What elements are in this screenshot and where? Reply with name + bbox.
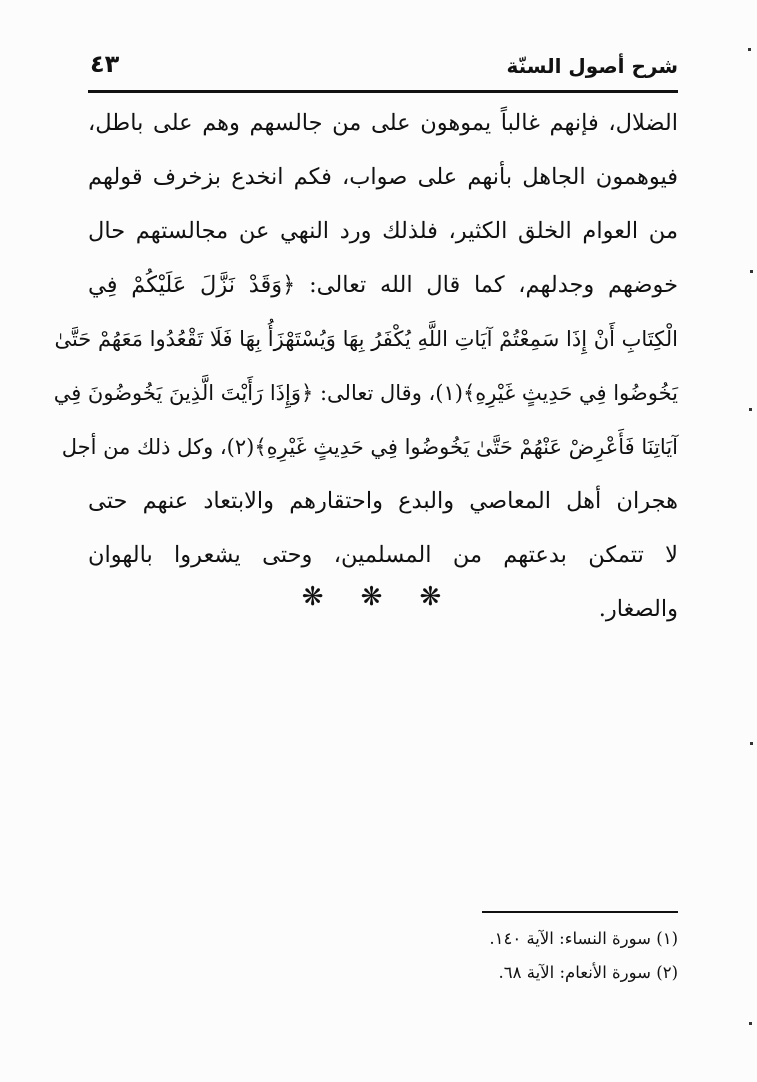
quran-line: آيَاتِنَا فَأَعْرِضْ عَنْهُمْ حَتَّىٰ يَخُوضُوا فِي حَدِيثٍ غَيْرِهِ﴾(٢)، وكل ذلك من أجل — [61, 435, 678, 459]
scan-speck — [748, 48, 751, 51]
footnote-1: (١) سورة النساء: الآية ١٤٠. — [489, 929, 678, 948]
header-rule — [88, 90, 678, 93]
footnote-2: (٢) سورة الأنعام: الآية ٦٨. — [498, 963, 678, 982]
text-line: فيوهمون الجاهل بأنهم على صواب، فكم انخدع بزخرف قولهم — [88, 164, 678, 190]
section-separator: ❋ ❋ ❋ — [301, 582, 456, 612]
text-line: هجران أهل المعاصي والبدع واحتقارهم والابتعاد عنهم حتى — [88, 488, 678, 514]
running-title: شرح أصول السنّة — [506, 54, 678, 78]
footnote-rule — [482, 911, 678, 913]
text-line: خوضهم وجدلهم، كما قال الله تعالى: ﴿وَقَدْ نَزَّلَ عَلَيْكُمْ فِي — [88, 272, 678, 298]
text-line: لا تتمكن بدعتهم من المسلمين، وحتى يشعروا بالهوان — [88, 542, 678, 568]
body-text — [53, 96, 678, 636]
text-line: من العوام الخلق الكثير، فلذلك ورد النهي عن مجالستهم حال — [88, 218, 678, 244]
page-number: ٤٣ — [90, 50, 120, 78]
scan-speck — [749, 408, 752, 411]
text-line: والصغار. — [598, 596, 678, 622]
scan-speck — [750, 742, 753, 745]
scan-speck — [750, 270, 753, 273]
page-header — [88, 50, 678, 88]
text-line: الضلال، فإنهم غالباً يموهون على من جالسهم وهم على باطل، — [88, 110, 678, 136]
quran-line: الْكِتَابِ أَنْ إِذَا سَمِعْتُمْ آيَاتِ اللَّهِ يُكْفَرُ بِهَا وَيُسْتَهْزَأُ بِهَا فَلَا تَقْعُدُوا مَعَهُمْ حَتَّىٰ — [54, 327, 678, 351]
scan-speck — [749, 1022, 752, 1025]
quran-line: يَخُوضُوا فِي حَدِيثٍ غَيْرِهِ﴾(١)، وقال تعالى: ﴿وَإِذَا رَأَيْتَ الَّذِينَ يَخُوضُونَ فِي — [53, 381, 678, 405]
footnotes — [300, 922, 678, 990]
